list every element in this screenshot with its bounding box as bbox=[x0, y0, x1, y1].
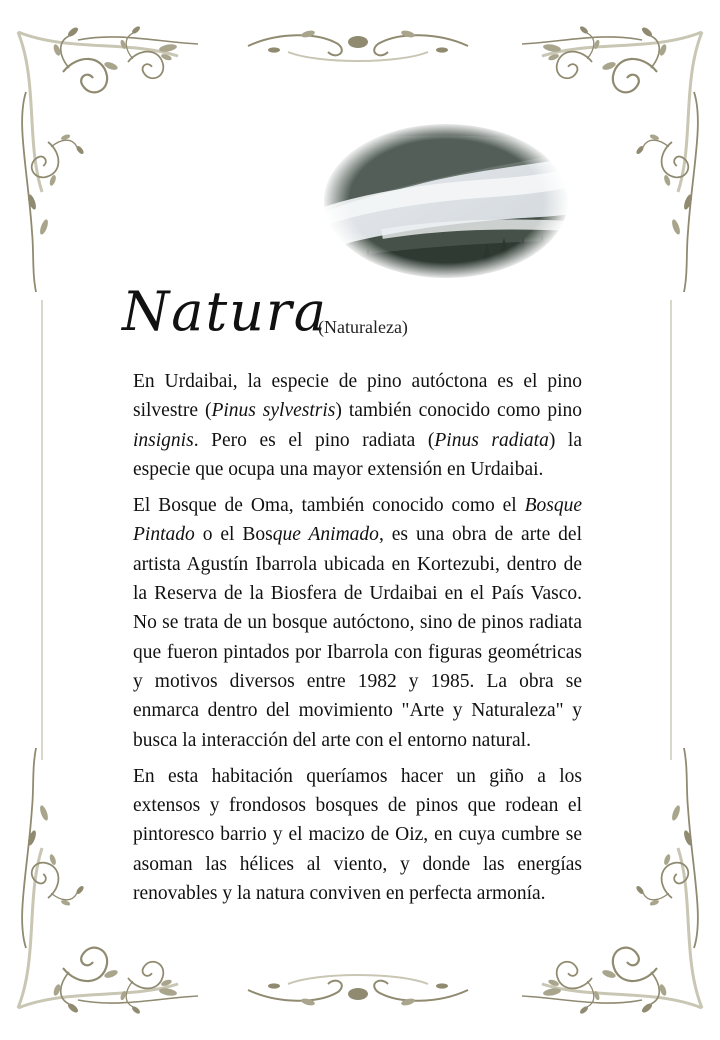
italic-text: Pinus radiata bbox=[434, 429, 549, 451]
misty-pine-forest-photo bbox=[322, 122, 570, 280]
text-run: En esta habitación queríamos hacer un giño a los extensos y frondosos bosques de pinos que rodean el pintoresco barrio y el macizo de Oiz, en cuya cumbre se asoman las hélices al viento, y donde las energías renovables y la natura conviven en perfecta armonía. bbox=[133, 765, 582, 905]
italic-text: Bosque Pintado bbox=[133, 495, 582, 546]
bottom-center-ornament bbox=[248, 975, 468, 1007]
text-run: ) la especie que ocupa una mayor extensión en Urdaibai. bbox=[133, 429, 582, 480]
corner-ornament-top-left bbox=[18, 25, 198, 292]
page-title: Natura bbox=[122, 280, 328, 343]
top-center-ornament bbox=[248, 29, 468, 61]
paragraph bbox=[133, 762, 582, 908]
italic-text: insignis bbox=[133, 429, 194, 451]
heading bbox=[122, 272, 602, 352]
text-run: , es una obra de arte del artista Agustín Ibarrola ubicada en Kortezubi, dentro de la Reserva de la Biosfera de Urdaibai en el País Vasco. No se trata de un bosque autóctono, sino de pinos radiata que fueron pintados por Ibarrola con figuras geométricas y motivos diversos entre 1982 y 1985. La obra se enmarca dentro del movimiento "Arte y Naturaleza" y busca la interacción del arte con el entorno natural. bbox=[133, 524, 582, 751]
text-run: o el Bos bbox=[194, 524, 273, 546]
body-text bbox=[133, 367, 582, 915]
text-run: . Pero es el pino radiata ( bbox=[193, 429, 435, 451]
text-run: El Bosque de Oma, también conocido como el bbox=[133, 495, 525, 517]
page-subtitle: (Naturaleza) bbox=[318, 317, 408, 337]
text-run: ) también conocido como pino bbox=[335, 400, 582, 422]
paragraph bbox=[133, 367, 582, 484]
text-run: En Urdaibai, la especie de pino autóctona es el pino silvestre ( bbox=[133, 371, 582, 422]
paragraph bbox=[133, 491, 582, 755]
italic-text: Pinus sylvestris bbox=[211, 400, 336, 422]
italic-text: que Animado bbox=[272, 524, 379, 546]
